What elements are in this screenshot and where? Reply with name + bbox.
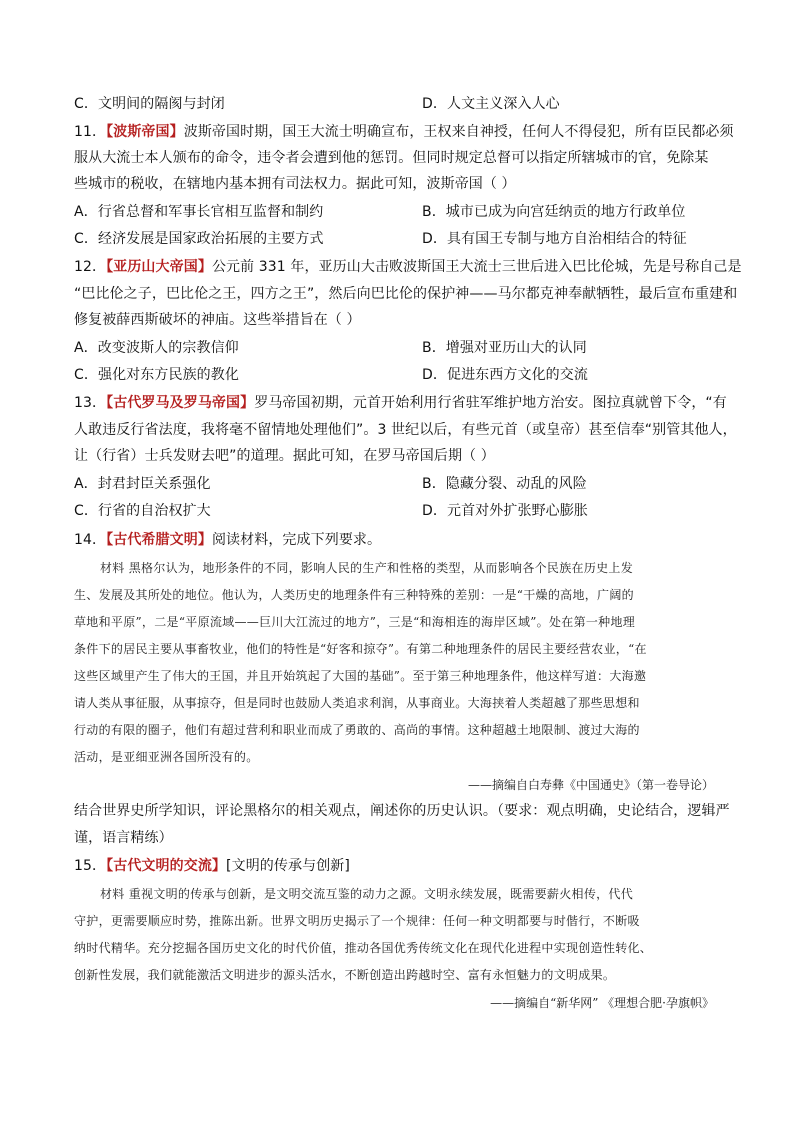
q11-topic-tag: 【波斯帝国】: [106, 124, 184, 140]
q14-material-source: ——摘编自白寿彝《中国通史》（第一卷导论）: [467, 778, 714, 792]
q14-number: 14．: [74, 532, 107, 548]
q11-stem-line-3: 些城市的税收，在辖地内基本拥有司法权力。据此可知，波斯帝国（ ）: [74, 176, 516, 192]
q14-material-line-4: 条件下的居民主要从事畜牧业，他们的特性是“好客和掠夺”。有第二种地理条件的居民主要经营农业，“在: [74, 642, 647, 656]
q12-option-b: B．增强对亚历山大的认同: [422, 340, 587, 356]
q15-material-source: ——摘编自“新华网” 《理想合肥·孕旗帜》: [490, 996, 714, 1010]
q14-stem: [74, 531, 724, 549]
q14-requirement-line-2: 谨，语言精练）: [74, 830, 173, 846]
q13-stem-line-3: 让（行省）士兵发财去吧”的道理。据此可知，在罗马帝国后期（ ）: [74, 448, 495, 464]
q13-stem-line-2: 人敢违反行省法度，我将毫不留情地处理他们”。3 世纪以后，有些元首（或皇帝）甚至信奉“别管其他人，: [74, 422, 737, 438]
q14-material-line-3: 草地和平原”，二是“平原流域——巨川大江流过的地方”，三是“和海相连的海岸区域”。处在第一种地理: [74, 615, 636, 629]
q11-options-cd: [74, 230, 724, 248]
q13-topic-tag: 【古代罗马及罗马帝国】: [106, 395, 255, 411]
q15-stem: [74, 857, 724, 875]
q10-options: [74, 95, 724, 113]
q13-stem-text-1: 罗马帝国初期，元首开始利用行省驻军维护地方治安。图拉真就曾下令，“有: [254, 395, 727, 411]
q14-stem-text: 阅读材料，完成下列要求。: [211, 532, 382, 548]
q15-number: 15．: [74, 858, 107, 874]
q14-requirement-line-1: 结合世界史所学知识，评论黑格尔的相关观点，阐述你的历史认识。（要求：观点明确，史论结合，逻辑严: [74, 803, 730, 819]
q12-option-c: C．强化对东方民族的教化: [74, 367, 239, 383]
q14-material-line-7: 行动的有限的圈子，他们有超过营利和职业而成了勇敢的、高尚的事情。这种超越土地限制、渡过大海的: [74, 723, 640, 737]
q13-option-c: C．行省的自治权扩大: [74, 503, 211, 519]
q13-option-d: D．元首对外扩张野心膨胀: [422, 503, 588, 519]
q13-option-a: A．封君封臣关系强化: [74, 476, 211, 492]
q12-stem-line-3: 修复被薛西斯破坏的神庙。这些举措旨在（ ）: [74, 312, 361, 328]
q11-stem-line-2: 服从大流士本人颁布的命令，违令者会遭到他的惩罚。但同时规定总督可以指定所辖城市的官，免除某: [74, 150, 709, 166]
q15-material-line-3: 纳时代精华。充分挖掘各国历史文化的时代价值，推动各国优秀传统文化在现代化进程中实现创造性转化、: [74, 941, 653, 955]
q12-topic-tag: 【亚历山大帝国】: [106, 259, 212, 275]
q15-material-line-2: 守护，更需要顺应时势，推陈出新。世界文明历史揭示了一个规律：任何一种文明都要与时偕行，不断吸: [74, 914, 640, 928]
q10-option-c: C．文明间的隔阂与封闭: [74, 96, 225, 112]
q14-material-line-1: 材料 黑格尔认为，地形条件的不同，影响人民的生产和性格的类型，从而影响各个民族在历史上发: [100, 561, 634, 575]
q15-stem-text: [文明的传承与创新]: [226, 858, 350, 874]
q14-topic-tag: 【古代希腊文明】: [106, 532, 212, 548]
q13-option-b: B．隐藏分裂、动乱的风险: [422, 476, 587, 492]
q13-stem-line-1: [74, 394, 727, 412]
q13-options-cd: [74, 502, 724, 520]
q12-options-cd: [74, 366, 724, 384]
q11-option-a: A．行省总督和军事长官相互监督和制约: [74, 204, 324, 220]
q15-material-line-4: 创新性发展，我们就能激活文明进步的源头活水，不断创造出跨越时空、富有永恒魅力的文明成果。: [74, 968, 616, 982]
q14-material-line-2: 生、发展及其所处的地位。他认为，人类历史的地理条件有三种特殊的差别：一是“干燥的高地，广阔的: [74, 588, 634, 602]
q14-material-line-6: 请人类从事征服，从事掠夺，但是同时也鼓励人类追求利润，从事商业。大海挟着人类超越了那些思想和: [74, 696, 640, 710]
q13-number: 13．: [74, 395, 107, 411]
q11-option-c: C．经济发展是国家政治拓展的主要方式: [74, 231, 324, 247]
q12-option-a: A．改变波斯人的宗教信仰: [74, 340, 239, 356]
q12-stem-text-1: 公元前 331 年，亚历山大击败波斯国王大流士三世后进入巴比伦城，先是号称自己是: [211, 259, 742, 275]
q12-option-d: D．促进东西方文化的交流: [422, 367, 588, 383]
q11-option-d: D．具有国王专制与地方自治相结合的特征: [422, 231, 687, 247]
q15-material-line-1: 材料 重视文明的传承与创新，是文明交流互鉴的动力之源。文明永续发展，既需要薪火相传，代代: [100, 887, 634, 901]
q14-material-line-5: 这些区域里产生了伟大的王国，并且开始筑起了大国的基础”。至于第三种地理条件，他这样写道：大海邀: [74, 669, 647, 683]
q11-stem-line-1: [74, 123, 734, 141]
q10-option-d: D．人文主义深入人心: [422, 96, 560, 112]
q11-number: 11．: [74, 124, 107, 140]
q12-stem-line-1: [74, 258, 742, 276]
q11-options-ab: [74, 203, 724, 221]
q12-stem-line-2: “巴比伦之子，巴比伦之王，四方之王”，然后向巴比伦的保护神——马尔都克神奉献牺牲，最后宣布重建和: [74, 286, 738, 302]
q11-option-b: B．城市已成为向宫廷纳贡的地方行政单位: [422, 204, 686, 220]
q14-material-line-8: 活动，是亚细亚洲各国所没有的。: [74, 750, 259, 764]
q12-options-ab: [74, 339, 724, 357]
q11-stem-text-1: 波斯帝国时期，国王大流士明确宣布，王权来自神授，任何人不得侵犯，所有臣民都必须: [183, 124, 734, 140]
q12-number: 12．: [74, 259, 107, 275]
q13-options-ab: [74, 475, 724, 493]
q15-topic-tag: 【古代文明的交流】: [106, 858, 227, 874]
